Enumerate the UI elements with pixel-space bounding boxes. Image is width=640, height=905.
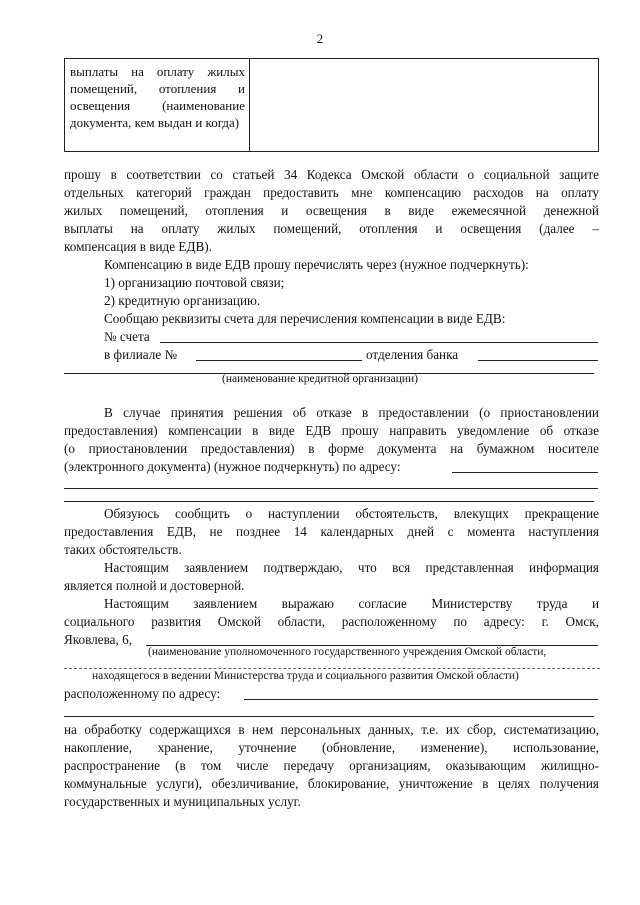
para6-line-3: распространение (в том числе передачу организациям, оказывающим жилищно- xyxy=(64,758,599,773)
para2-line-4: (электронного документа) (нужное подчеркнуть) по адресу: xyxy=(64,459,401,474)
table-left-cell: выплаты на оплату жилых помещений, отопления и освещения (наименование документа, кем выдан и когда) xyxy=(65,59,250,151)
para5-line-3: Яковлева, 6, xyxy=(64,632,133,647)
para4-line-1: Настоящим заявлением подтверждаю, что вся представленная информация xyxy=(104,560,599,575)
para1-line-2: отдельных категорий граждан предоставить мне компенсацию расходов на оплату xyxy=(64,185,599,200)
address-field-1[interactable] xyxy=(452,472,598,473)
page-number: 2 xyxy=(316,31,324,46)
para6-line-5: государственных и муниципальных услуг. xyxy=(64,794,301,809)
department-field[interactable] xyxy=(478,360,598,361)
para2-line-2: предоставления) компенсации в виде ЕДВ прошу направить уведомление об отказе xyxy=(64,423,599,438)
para2-line-1: В случае принятия решения об отказе в предоставлении (о приостановлении xyxy=(104,405,599,420)
para5-line-2: социального развития Омской области, расположенному по адресу: г. Омск, xyxy=(64,614,599,629)
table-right-cell xyxy=(250,59,598,151)
caption-agency-2: находящегося в ведении Министерства труда и социального развития Омской области) xyxy=(92,670,519,682)
para6-line-4: коммунальные услуги), обезличивание, блокирование, уничтожение в целях получения xyxy=(64,776,599,791)
located-label: расположенному по адресу: xyxy=(64,686,221,701)
para3-line-3: таких обстоятельств. xyxy=(64,542,182,557)
branch-number-field[interactable] xyxy=(196,360,362,361)
located-address-field-2[interactable] xyxy=(64,716,594,717)
para1-line-4: выплаты на оплату жилых помещений, отопления и освещения (далее – xyxy=(64,221,599,236)
address-field-3[interactable] xyxy=(64,501,594,502)
branch-row xyxy=(104,346,599,364)
caption-agency-1: (наименование уполномоченного государственного учреждения Омской области, xyxy=(148,646,547,658)
para4-line-2: является полной и достоверной. xyxy=(64,578,245,593)
located-address-field-1[interactable] xyxy=(244,699,598,700)
document-info-table xyxy=(64,58,599,152)
account-label: № счета xyxy=(104,329,150,344)
para1-line-1: прошу в соответствии со статьей 34 Кодекса Омской области о социальной защите xyxy=(64,167,599,182)
transfer-intro: Компенсацию в виде ЕДВ прошу перечислять через (нужное подчеркнуть): xyxy=(104,257,529,272)
para1-line-5: компенсация в виде ЕДВ). xyxy=(64,239,212,254)
address-field-2[interactable] xyxy=(64,488,598,489)
transfer-option-post: 1) организацию почтовой связи; xyxy=(104,275,285,290)
requisites-intro: Сообщаю реквизиты счета для перечисления компенсации в виде ЕДВ: xyxy=(104,311,506,326)
para6-line-1: на обработку содержащихся в нем персональных данных, т.е. их сбор, систематизацию, xyxy=(64,722,599,737)
para1-line-3: жилых помещений, отопления и освещения в виде ежемесячной денежной xyxy=(64,203,599,218)
para3-line-1: Обязуюсь сообщить о наступлении обстоятельств, влекущих прекращение xyxy=(104,506,599,521)
transfer-option-bank: 2) кредитную организацию. xyxy=(104,293,261,308)
para3-line-2: предоставления ЕДВ, не позднее 14 календарных дней с момента наступления xyxy=(64,524,599,539)
branch-label: в филиале № xyxy=(104,347,178,362)
bank-caption: (наименование кредитной организации) xyxy=(221,373,419,385)
department-label: отделения банка xyxy=(366,347,459,362)
account-number-field[interactable] xyxy=(160,342,598,343)
para5-line-1: Настоящим заявлением выражаю согласие Министерству труда и xyxy=(104,596,599,611)
account-row xyxy=(104,328,599,346)
para6-line-2: накопление, хранение, уточнение (обновление, изменение), использование, xyxy=(64,740,599,755)
para2-line-3: (о приостановлении предоставления) в форме документа на бумажном носителе xyxy=(64,441,599,456)
